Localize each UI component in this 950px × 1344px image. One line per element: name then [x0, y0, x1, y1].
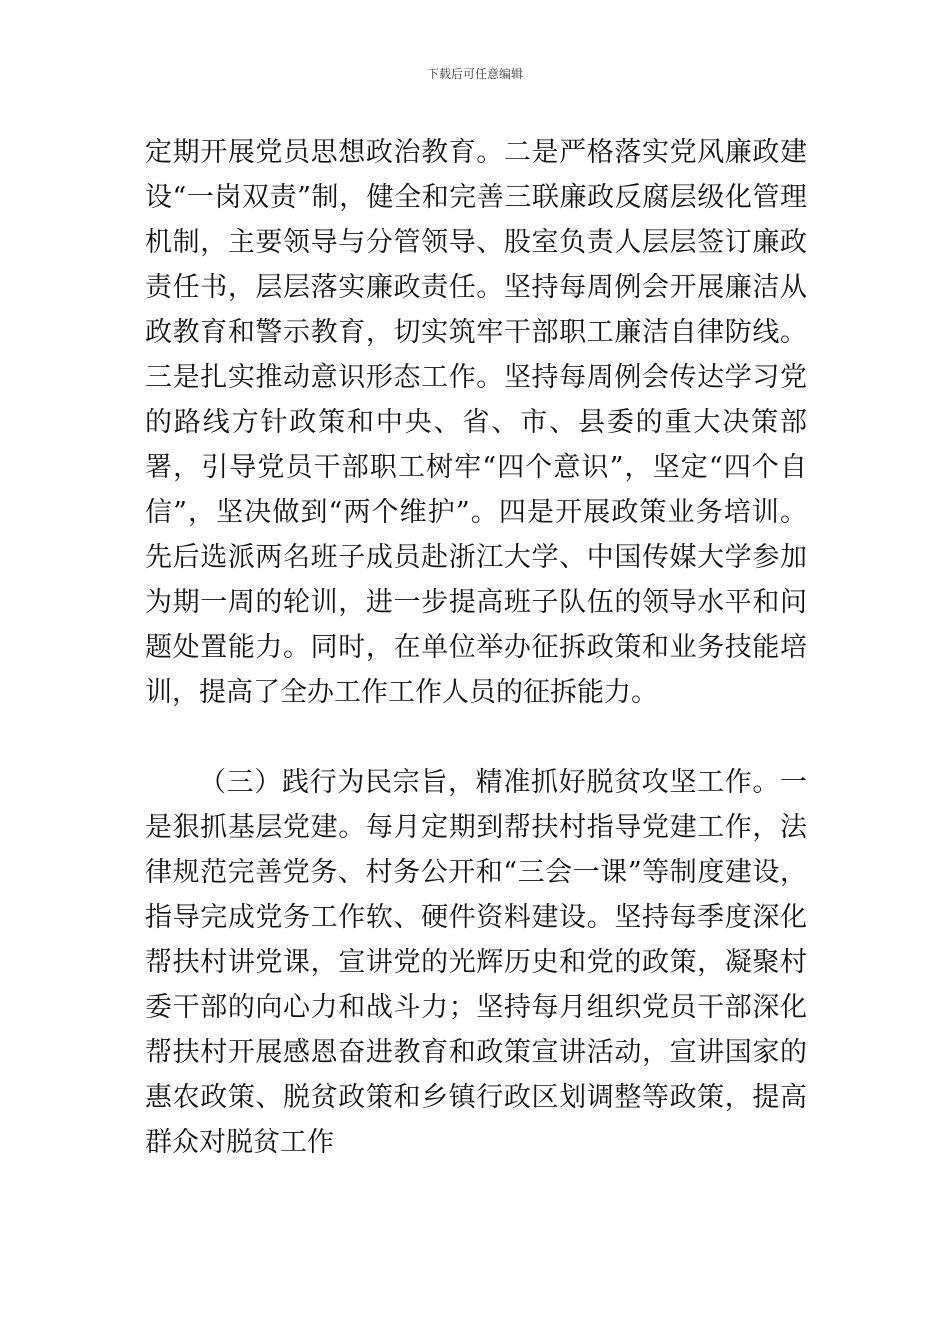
page-header: 下载后可任意编辑	[426, 67, 523, 81]
paragraph-section-three: （三）践行为民宗旨，精准抓好脱贫攻坚工作。一是狠抓基层党建。每月定期到帮扶村指导党建工作，法律规范完善党务、村务公开和“三会一课”等制度建设，指导完成党务工作软、硬件资料建设。坚持每季度深化帮扶村讲党课，宣讲党的光辉历史和党的政策，凝聚村委干部的向心力和战斗力；坚持每月组织党员干部深化帮扶村开展感恩奋进教育和政策宣讲活动，宣讲国家的惠农政策、脱贫政策和乡镇行政区划调整等政策，提高群众对脱贫工作	[145, 767, 807, 1158]
paragraph-continuation: 定期开展党员思想政治教育。二是严格落实党风廉政建设“一岗双责”制，健全和完善三联廉政反腐层级化管理机制，主要领导与分管领导、股室负责人层层签订廉政责任书，层层落实廉政责任。坚持每周例会开展廉洁从政教育和警示教育，切实筑牢干部职工廉洁自律防线。三是扎实推动意识形态工作。坚持每周例会传达学习党的路线方针政策和中央、省、市、县委的重大决策部署，引导党员干部职工树牢“四个意识”，坚定“四个自信”，坚决做到“两个维护”。四是开展政策业务培训。先后选派两名班子成员赴浙江大学、中国传媒大学参加为期一周的轮训，进一步提高班子队伍的领导水平和问题处置能力。同时，在单位举办征拆政策和业务技能培训，提高了全办工作工作人员的征拆能力。	[145, 137, 807, 708]
document-body	[145, 130, 807, 1165]
